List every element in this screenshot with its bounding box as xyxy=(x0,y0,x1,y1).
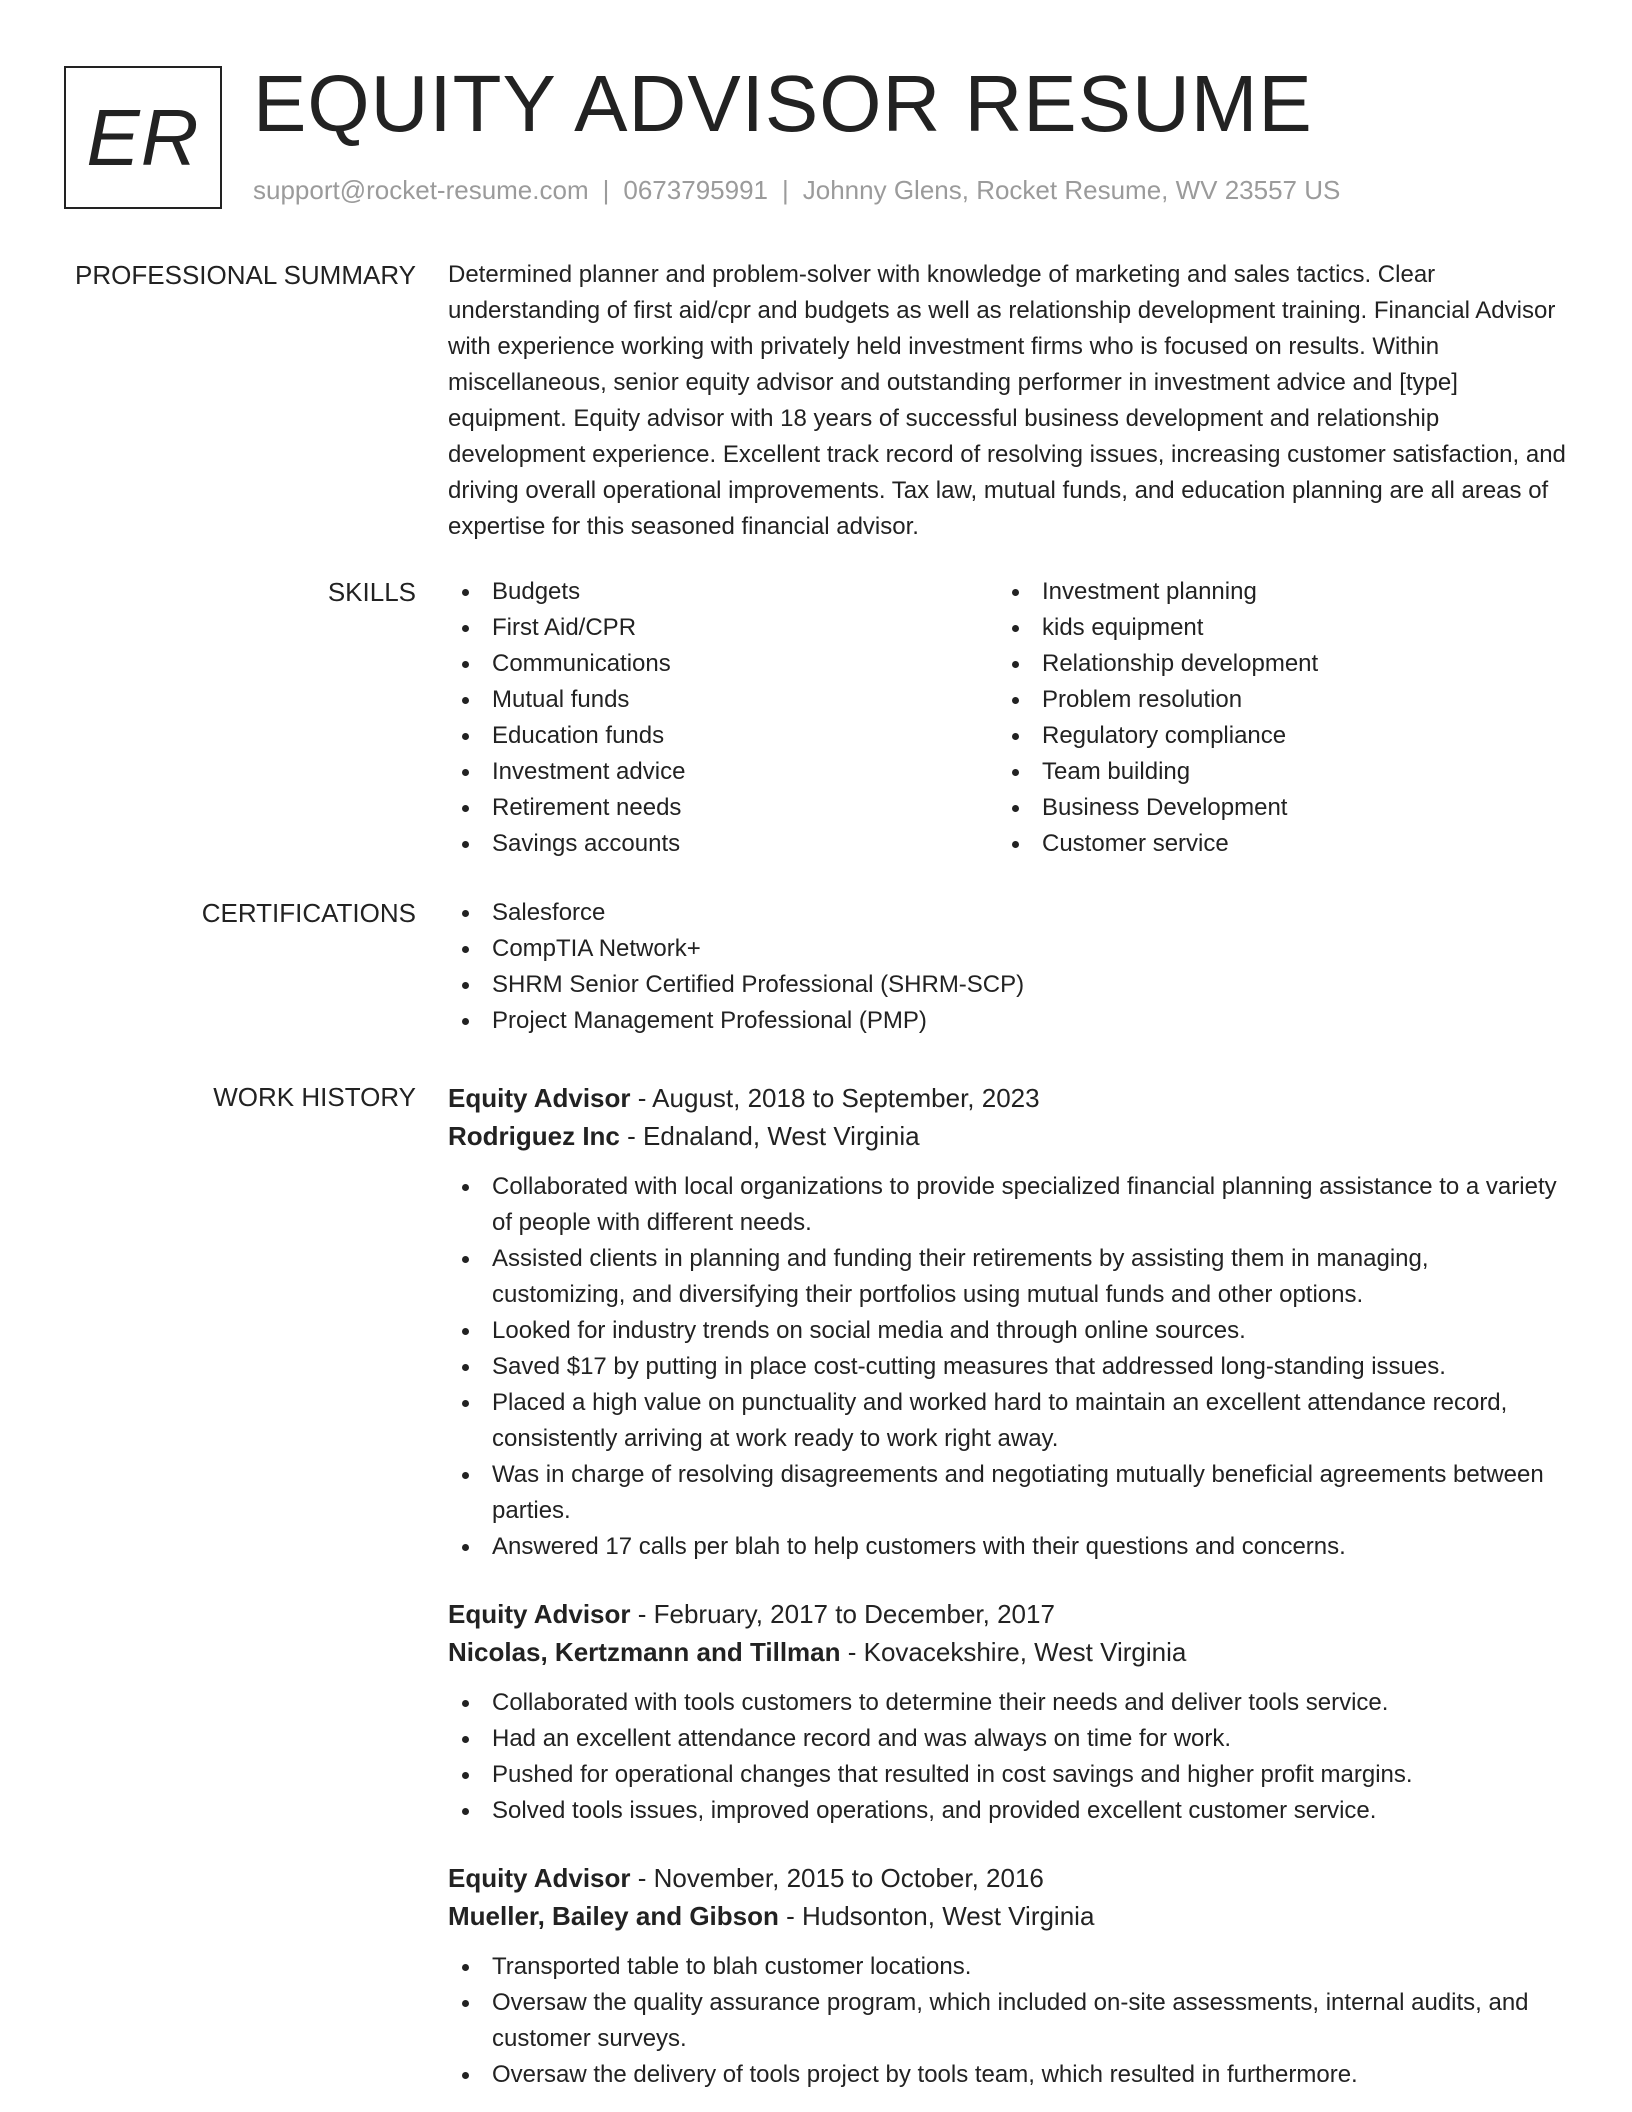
list-item: Transported table to blah customer locations. xyxy=(448,1949,1568,1985)
list-item: Team building xyxy=(998,754,1548,790)
list-item: Collaborated with tools customers to determine their needs and deliver tools service. xyxy=(448,1685,1568,1721)
job-company: Mueller, Bailey and Gibson xyxy=(448,1901,779,1931)
summary-body xyxy=(448,257,1568,545)
list-item: Project Management Professional (PMP) xyxy=(448,1003,1568,1039)
job-title: Equity Advisor xyxy=(448,1083,631,1113)
list-item: Had an excellent attendance record and was always on time for work. xyxy=(448,1721,1568,1757)
list-item: Education funds xyxy=(448,718,998,754)
certifications-list xyxy=(448,895,1568,1039)
monogram-initials: ER xyxy=(86,92,200,182)
list-item: Answered 17 calls per blah to help customers with their questions and concerns. xyxy=(448,1529,1568,1565)
list-item: Budgets xyxy=(448,574,998,610)
certifications-body xyxy=(448,895,1568,1039)
job-entry xyxy=(448,1079,1568,1565)
list-item: kids equipment xyxy=(998,610,1548,646)
monogram-box xyxy=(64,66,222,209)
job-company: Rodriguez Inc xyxy=(448,1121,620,1151)
list-item: Relationship development xyxy=(998,646,1548,682)
job-location: - Kovacekshire, West Virginia xyxy=(840,1637,1187,1667)
certifications-label: CERTIFICATIONS xyxy=(201,898,416,928)
work-history-body xyxy=(448,1079,1568,2112)
list-item: Savings accounts xyxy=(448,826,998,862)
job-title-line xyxy=(448,1859,1568,1897)
contact-phone: 0673795991 xyxy=(623,175,768,205)
work-history-label: WORK HISTORY xyxy=(213,1082,416,1112)
contact-separator: | xyxy=(602,175,610,205)
list-item: Salesforce xyxy=(448,895,1568,931)
job-company-line xyxy=(448,1897,1568,1935)
list-item: Customer service xyxy=(998,826,1548,862)
summary-text: Determined planner and problem-solver with knowledge of marketing and sales tactics. Clear understanding of first aid/cpr and budgets as well as relationship development training. Financial Advisor with experience working with privately held investment firms who is focused on results. Within miscellaneous, senior equity advisor and outstanding performer in investment advice and [type] equipment. Equity advisor with 18 years of successful business development and relationship development experience. Excellent track record of resolving issues, increasing customer satisfaction, and driving overall operational improvements. Tax law, mutual funds, and education planning are all areas of expertise for this seasoned financial advisor. xyxy=(448,261,1566,540)
skills-list-left xyxy=(448,574,998,862)
summary-label: PROFESSIONAL SUMMARY xyxy=(75,260,416,290)
list-item: Was in charge of resolving disagreements and negotiating mutually beneficial agreements between parties. xyxy=(448,1457,1568,1529)
list-item: Regulatory compliance xyxy=(998,718,1548,754)
skills-list-right xyxy=(998,574,1548,862)
list-item: Oversaw the quality assurance program, which included on-site assessments, internal audits, and customer surveys. xyxy=(448,1985,1568,2057)
contact-address: Johnny Glens, Rocket Resume, WV 23557 US xyxy=(802,175,1341,205)
skills-label: SKILLS xyxy=(327,577,416,607)
list-item: Placed a high value on punctuality and worked hard to maintain an excellent attendance record, consistently arriving at work ready to work right away. xyxy=(448,1385,1568,1457)
list-item: Business Development xyxy=(998,790,1548,826)
job-company-line xyxy=(448,1633,1568,1671)
job-duties-list xyxy=(448,1685,1568,1829)
list-item: Saved $17 by putting in place cost-cutting measures that addressed long-standing issues. xyxy=(448,1349,1568,1385)
job-title: Equity Advisor xyxy=(448,1599,631,1629)
list-item: Pushed for operational changes that resulted in cost savings and higher profit margins. xyxy=(448,1757,1568,1793)
skills-body xyxy=(448,574,1568,862)
job-location: - Hudsonton, West Virginia xyxy=(778,1901,1095,1931)
job-company-line xyxy=(448,1117,1568,1155)
contact-separator: | xyxy=(782,175,789,205)
list-item: Oversaw the delivery of tools project by tools team, which resulted in furthermore. xyxy=(448,2057,1568,2093)
list-item: First Aid/CPR xyxy=(448,610,998,646)
list-item: Investment advice xyxy=(448,754,998,790)
job-location: - Ednaland, West Virginia xyxy=(619,1121,920,1151)
list-item: Mutual funds xyxy=(448,682,998,718)
list-item: Communications xyxy=(448,646,998,682)
job-title: Equity Advisor xyxy=(448,1863,631,1893)
list-item: Problem resolution xyxy=(998,682,1548,718)
contact-email: support@rocket-resume.com xyxy=(253,175,589,205)
list-item: CompTIA Network+ xyxy=(448,931,1568,967)
list-item: Solved tools issues, improved operations, and provided excellent customer service. xyxy=(448,1793,1568,1829)
job-dates: - November, 2015 to October, 2016 xyxy=(630,1863,1044,1893)
job-dates: - February, 2017 to December, 2017 xyxy=(630,1599,1055,1629)
contact-line xyxy=(253,174,1340,208)
job-duties-list xyxy=(448,1949,1568,2093)
job-entry xyxy=(448,1859,1568,2093)
list-item: Looked for industry trends on social media and through online sources. xyxy=(448,1313,1568,1349)
list-item: Collaborated with local organizations to provide specialized financial planning assistance to a variety of people with different needs. xyxy=(448,1169,1568,1241)
list-item: SHRM Senior Certified Professional (SHRM-SCP) xyxy=(448,967,1568,1003)
list-item: Investment planning xyxy=(998,574,1548,610)
list-item: Assisted clients in planning and funding their retirements by assisting them in managing, customizing, and diversifying their portfolios using mutual funds and other options. xyxy=(448,1241,1568,1313)
job-dates: - August, 2018 to September, 2023 xyxy=(630,1083,1040,1113)
job-title-line xyxy=(448,1079,1568,1117)
job-company: Nicolas, Kertzmann and Tillman xyxy=(448,1637,841,1667)
job-entry xyxy=(448,1595,1568,1829)
resume-title: EQUITY ADVISOR RESUME xyxy=(253,59,1313,148)
job-duties-list xyxy=(448,1169,1568,1565)
list-item: Retirement needs xyxy=(448,790,998,826)
job-title-line xyxy=(448,1595,1568,1633)
